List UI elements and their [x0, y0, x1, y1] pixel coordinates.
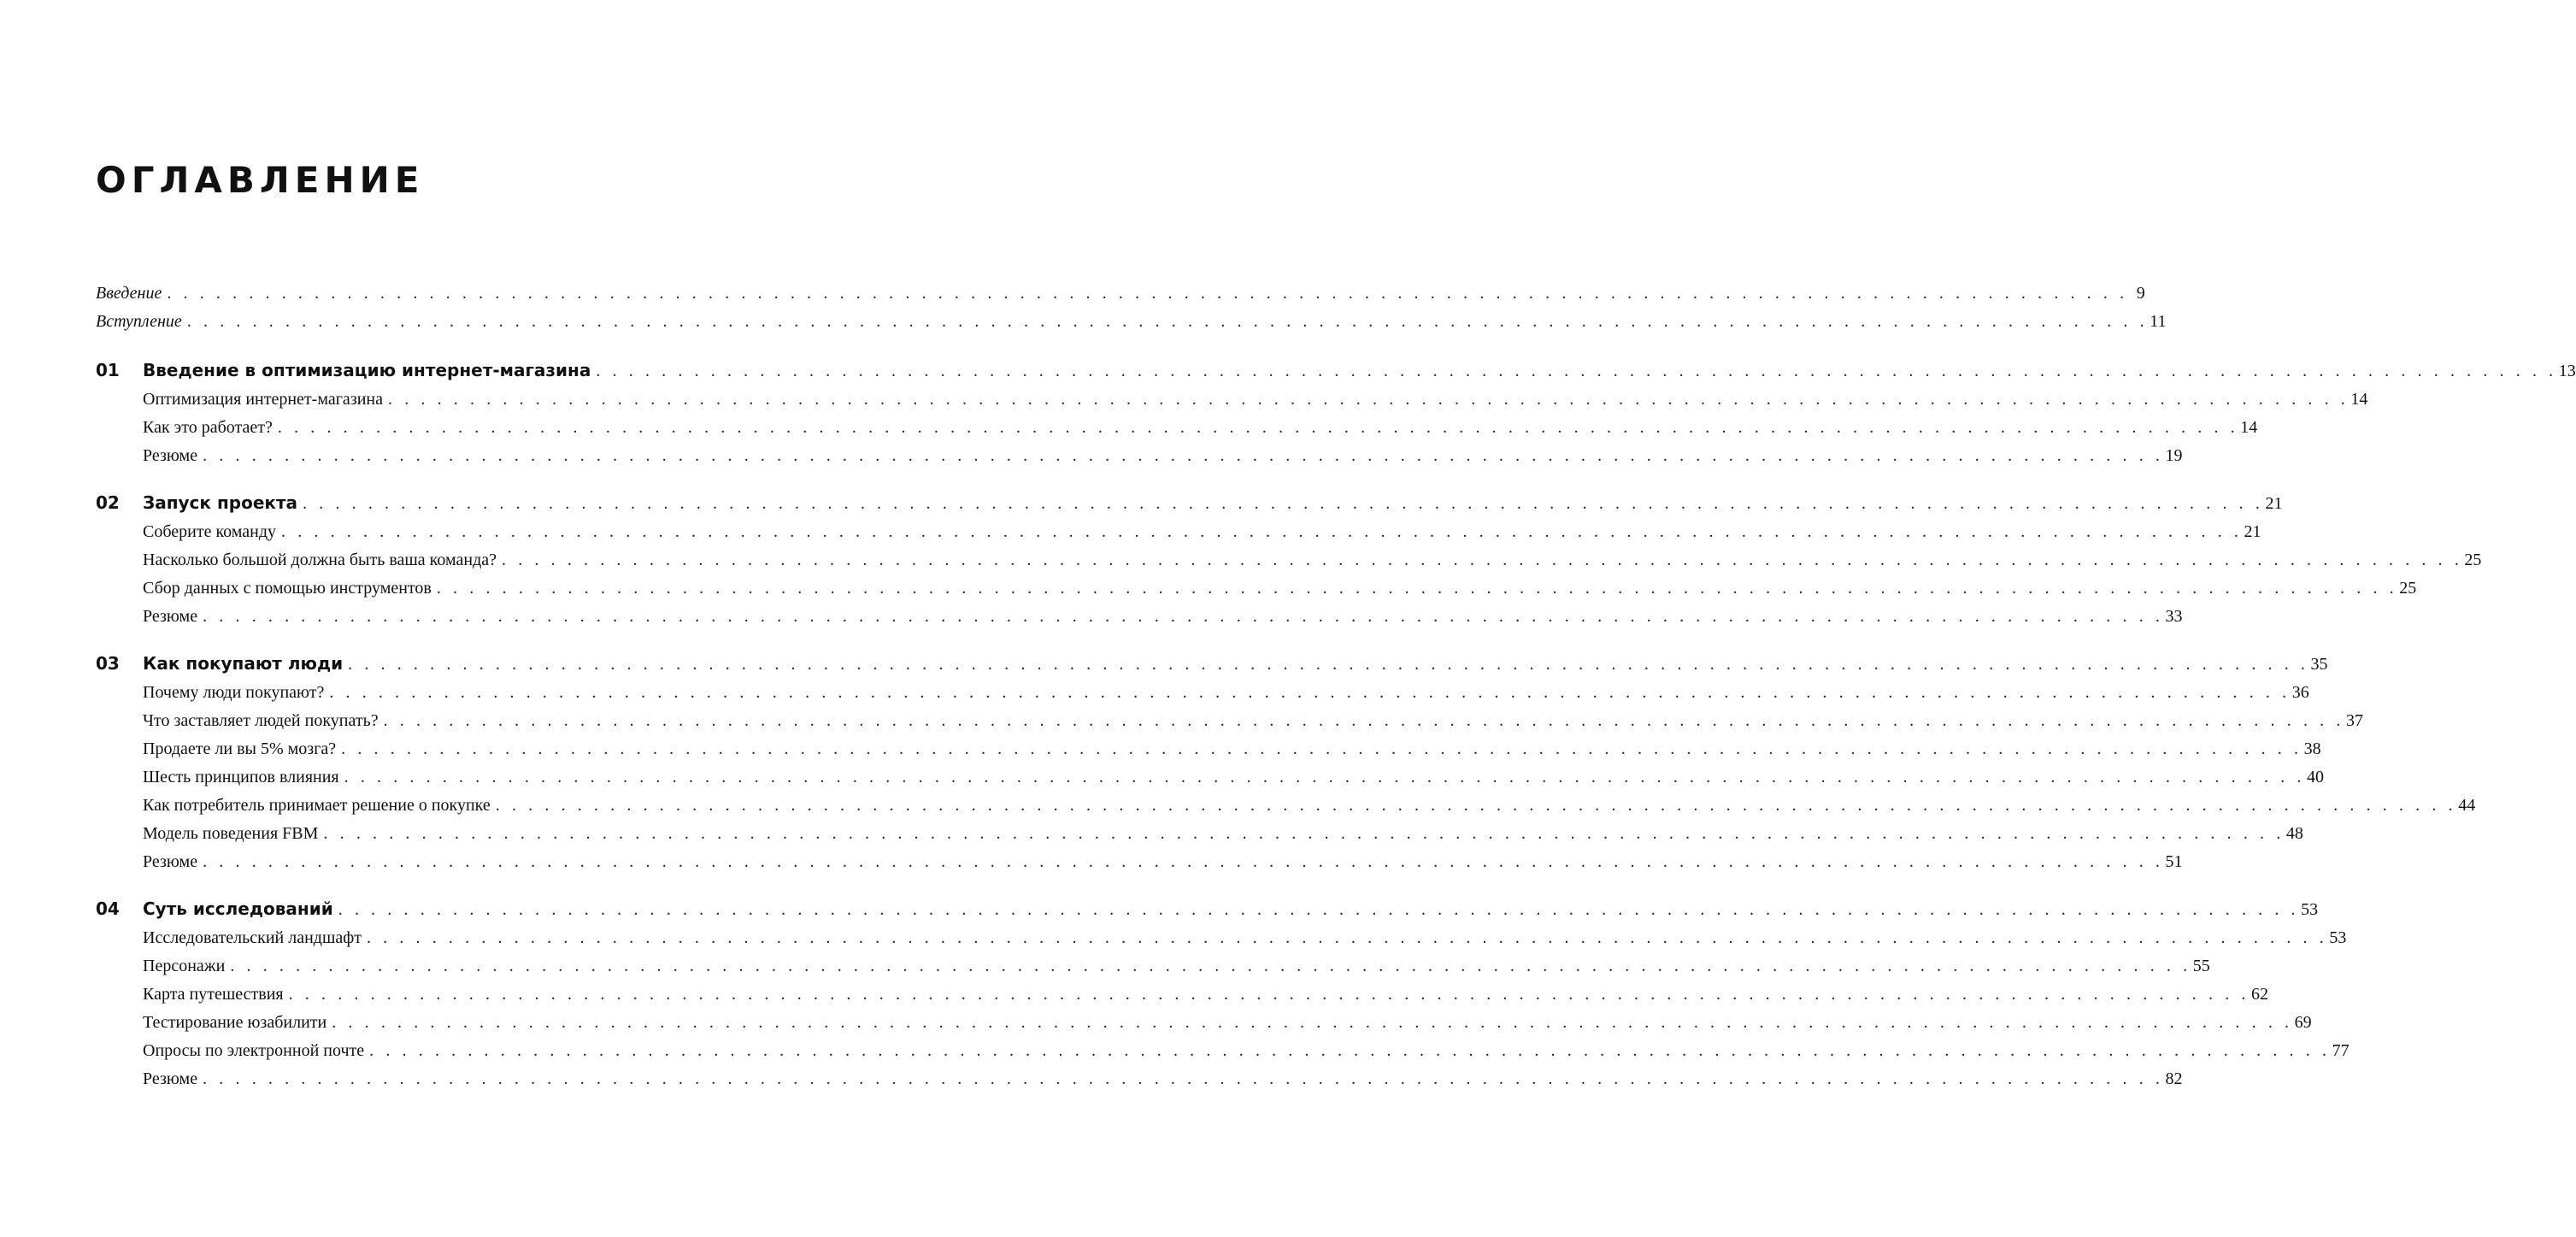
page-number: 11	[2150, 312, 2167, 331]
front-title: Вступление	[96, 312, 182, 331]
dot-leader: . . . . . . . . . . . . . . . . . . . . . . . . . . . . . . . . . . . . . . . . . . . . . . . . . . . . . . . . . . . . . . . . . . . . . . . . . . . . . . . . . . . . . . . . . . . . . . . . . . . . . . . . . . . . . . . . . . . . . . . .	[203, 446, 2164, 465]
page-number: 25	[2399, 579, 2417, 598]
chapter-number: 02	[96, 492, 120, 513]
dot-leader: . . . . . . . . . . . . . . . . . . . . . . . . . . . . . . . . . . . . . . . . . . . . . . . . . . . . . . . . . . . . . . . . . . . . . . . . . . . . . . . . . . . . . . . . . . . . . . . . . . . . . . . . . . . . . . . . . . . . . . . .	[203, 1069, 2164, 1088]
dot-leader: . . . . . . . . . . . . . . . . . . . . . . . . . . . . . . . . . . . . . . . . . . . . . . . . . . . . . . . . . . . . . . . . . . . . . . . . . . . . . . . . . . . . . . . . . . . . . . . . . . . . . . . . . . . . . . . . . . . . . . . .	[341, 739, 2303, 758]
section-entry	[143, 822, 2303, 845]
dot-leader: . . . . . . . . . . . . . . . . . . . . . . . . . . . . . . . . . . . . . . . . . . . . . . . . . . . . . . . . . . . . . . . . . . . . . . . . . . . . . . . . . . . . . . . . . . . . . . . . . . . . . . . . . . . . . . . . . . . . . . . .	[436, 579, 2398, 598]
chapter-title: Как покупают люди	[143, 653, 344, 674]
section-entry	[143, 604, 2183, 628]
dot-leader: . . . . . . . . . . . . . . . . . . . . . . . . . . . . . . . . . . . . . . . . . . . . . . . . . . . . . . . . . . . . . . . . . . . . . . . . . . . . . . . . . . . . . . . . . . . . . . . . . . . . . . . . . . . . . . . . . . . . . . . .	[186, 312, 2149, 331]
section-entry	[143, 1039, 2350, 1063]
section-title: Резюме	[143, 852, 198, 871]
dot-leader: . . . . . . . . . . . . . . . . . . . . . . . . . . . . . . . . . . . . . . . . . . . . . . . . . . . . . . . . . . . . . . . . . . . . . . . . . . . . . . . . . . . . . . . . . . . . . . . . . . . . . . . . . . . . . . . . . . . . . . . .	[348, 655, 2309, 674]
section-entry	[143, 765, 2325, 789]
section-title: Персонажи	[143, 957, 226, 975]
section-entry	[143, 793, 2476, 817]
page-number: 82	[2165, 1069, 2183, 1088]
chapter-number: 04	[96, 898, 120, 919]
page-number: 62	[2251, 985, 2269, 1004]
chapter-number: 01	[96, 360, 120, 380]
dot-leader: . . . . . . . . . . . . . . . . . . . . . . . . . . . . . . . . . . . . . . . . . . . . . . . . . . . . . . . . . . . . . . . . . . . . . . . . . . . . . . . . . . . . . . . . . . . . . . . . . . . . . . . . . . . . . . . . . . . . . . . .	[281, 522, 2243, 541]
section-entry	[143, 850, 2183, 874]
section-title: Оптимизация интернет-магазина	[143, 390, 383, 409]
page-number: 14	[2240, 418, 2258, 437]
page-number: 19	[2165, 446, 2183, 465]
page-number: 9	[2136, 284, 2145, 303]
chapter-title: Суть исследований	[143, 898, 333, 919]
dot-leader: . . . . . . . . . . . . . . . . . . . . . . . . . . . . . . . . . . . . . . . . . . . . . . . . . . . . . . . . . . . . . . . . . . . . . . . . . . . . . . . . . . . . . . . . . . . . . . . . . . . . . . . . . . . . . . . . . . . . . . . .	[369, 1041, 2331, 1060]
section-entry	[143, 415, 2258, 439]
dot-leader: . . . . . . . . . . . . . . . . . . . . . . . . . . . . . . . . . . . . . . . . . . . . . . . . . . . . . . . . . . . . . . . . . . . . . . . . . . . . . . . . . . . . . . . . . . . . . . . . . . . . . . . . . . . . . . . . . . . . . . . .	[344, 768, 2306, 786]
section-title: Карта путешествия	[143, 985, 284, 1004]
dot-leader: . . . . . . . . . . . . . . . . . . . . . . . . . . . . . . . . . . . . . . . . . . . . . . . . . . . . . . . . . . . . . . . . . . . . . . . . . . . . . . . . . . . . . . . . . . . . . . . . . . . . . . . . . . . . . . . . . . . . . . . .	[167, 284, 2128, 303]
page-number: 35	[2310, 655, 2328, 674]
page-number: 14	[2350, 390, 2368, 409]
dot-leader: . . . . . . . . . . . . . . . . . . . . . . . . . . . . . . . . . . . . . . . . . . . . . . . . . . . . . . . . . . . . . . . . . . . . . . . . . . . . . . . . . . . . . . . . . . . . . . . . . . . . . . . . . . . . . . . . . . . . . . . .	[288, 985, 2250, 1004]
page-number: 33	[2165, 607, 2183, 626]
section-title: Как потребитель принимает решение о покупке	[143, 796, 491, 815]
section-entry	[143, 520, 2261, 544]
section-title: Резюме	[143, 446, 198, 465]
section-entry	[143, 680, 2309, 704]
dot-leader: . . . . . . . . . . . . . . . . . . . . . . . . . . . . . . . . . . . . . . . . . . . . . . . . . . . . . . . . . . . . . . . . . . . . . . . . . . . . . . . . . . . . . . . . . . . . . . . . . . . . . . . . . . . . . . . . . . . . . . . .	[303, 494, 2264, 513]
page-number: 53	[2329, 928, 2347, 947]
dot-leader: . . . . . . . . . . . . . . . . . . . . . . . . . . . . . . . . . . . . . . . . . . . . . . . . . . . . . . . . . . . . . . . . . . . . . . . . . . . . . . . . . . . . . . . . . . . . . . . . . . . . . . . . . . . . . . . . . . . . . . . .	[332, 1013, 2293, 1032]
front-title: Введение	[96, 284, 162, 303]
dot-leader: . . . . . . . . . . . . . . . . . . . . . . . . . . . . . . . . . . . . . . . . . . . . . . . . . . . . . . . . . . . . . . . . . . . . . . . . . . . . . . . . . . . . . . . . . . . . . . . . . . . . . . . . . . . . . . . . . . . . . . . .	[596, 362, 2557, 380]
dot-leader: . . . . . . . . . . . . . . . . . . . . . . . . . . . . . . . . . . . . . . . . . . . . . . . . . . . . . . . . . . . . . . . . . . . . . . . . . . . . . . . . . . . . . . . . . . . . . . . . . . . . . . . . . . . . . . . . . . . . . . . .	[329, 683, 2291, 702]
section-entry	[143, 709, 2363, 733]
section-title: Модель поведения FBM	[143, 824, 319, 843]
page-number: 55	[2192, 957, 2210, 975]
section-title: Исследовательский ландшафт	[143, 928, 362, 947]
chapter-title: Введение в оптимизацию интернет-магазина	[143, 360, 591, 380]
section-title: Шесть принципов влияния	[143, 768, 339, 786]
dot-leader: . . . . . . . . . . . . . . . . . . . . . . . . . . . . . . . . . . . . . . . . . . . . . . . . . . . . . . . . . . . . . . . . . . . . . . . . . . . . . . . . . . . . . . . . . . . . . . . . . . . . . . . . . . . . . . . . . . . . . . . .	[383, 711, 2344, 730]
page-number: 77	[2332, 1041, 2350, 1060]
chapter-entry	[96, 651, 2328, 677]
chapter-title: Запуск проекта	[143, 492, 298, 513]
page-number: 38	[2303, 739, 2321, 758]
section-entry	[143, 954, 2210, 978]
section-title: Соберите команду	[143, 522, 277, 541]
section-title: Тестирование юзабилити	[143, 1013, 327, 1032]
dot-leader: . . . . . . . . . . . . . . . . . . . . . . . . . . . . . . . . . . . . . . . . . . . . . . . . . . . . . . . . . . . . . . . . . . . . . . . . . . . . . . . . . . . . . . . . . . . . . . . . . . . . . . . . . . . . . . . . . . . . . . . .	[338, 900, 2300, 919]
page-number: 69	[2294, 1013, 2312, 1032]
page-title: ОГЛАВЛЕНИЕ	[96, 159, 425, 201]
section-entry	[143, 387, 2368, 411]
chapter-entry	[96, 357, 2576, 384]
section-title: Сбор данных с помощью инструментов	[143, 579, 432, 598]
page-number: 51	[2165, 852, 2183, 871]
section-entry	[143, 926, 2347, 950]
section-entry	[143, 576, 2417, 600]
section-title: Опросы по электронной почте	[143, 1041, 365, 1060]
dot-leader: . . . . . . . . . . . . . . . . . . . . . . . . . . . . . . . . . . . . . . . . . . . . . . . . . . . . . . . . . . . . . . . . . . . . . . . . . . . . . . . . . . . . . . . . . . . . . . . . . . . . . . . . . . . . . . . . . . . . . . . .	[388, 390, 2350, 409]
section-entry	[143, 548, 2482, 572]
front-entry	[96, 281, 2145, 305]
section-entry	[143, 1010, 2312, 1034]
page-number: 40	[2307, 768, 2325, 786]
section-title: Почему люди покупают?	[143, 683, 325, 702]
dot-leader: . . . . . . . . . . . . . . . . . . . . . . . . . . . . . . . . . . . . . . . . . . . . . . . . . . . . . . . . . . . . . . . . . . . . . . . . . . . . . . . . . . . . . . . . . . . . . . . . . . . . . . . . . . . . . . . . . . . . . . . .	[502, 551, 2463, 569]
page-number: 13	[2558, 362, 2576, 380]
section-title: Как это работает?	[143, 418, 273, 437]
chapter-number: 03	[96, 653, 120, 674]
dot-leader: . . . . . . . . . . . . . . . . . . . . . . . . . . . . . . . . . . . . . . . . . . . . . . . . . . . . . . . . . . . . . . . . . . . . . . . . . . . . . . . . . . . . . . . . . . . . . . . . . . . . . . . . . . . . . . . . . . . . . . . .	[277, 418, 2239, 437]
dot-leader: . . . . . . . . . . . . . . . . . . . . . . . . . . . . . . . . . . . . . . . . . . . . . . . . . . . . . . . . . . . . . . . . . . . . . . . . . . . . . . . . . . . . . . . . . . . . . . . . . . . . . . . . . . . . . . . . . . . . . . . .	[230, 957, 2191, 975]
section-entry	[143, 737, 2321, 761]
page-number: 21	[2244, 522, 2261, 541]
dot-leader: . . . . . . . . . . . . . . . . . . . . . . . . . . . . . . . . . . . . . . . . . . . . . . . . . . . . . . . . . . . . . . . . . . . . . . . . . . . . . . . . . . . . . . . . . . . . . . . . . . . . . . . . . . . . . . . . . . . . . . . .	[323, 824, 2285, 843]
section-title: Что заставляет людей покупать?	[143, 711, 379, 730]
chapter-entry	[96, 490, 2283, 516]
section-title: Резюме	[143, 607, 198, 626]
section-title: Продаете ли вы 5% мозга?	[143, 739, 337, 758]
dot-leader: . . . . . . . . . . . . . . . . . . . . . . . . . . . . . . . . . . . . . . . . . . . . . . . . . . . . . . . . . . . . . . . . . . . . . . . . . . . . . . . . . . . . . . . . . . . . . . . . . . . . . . . . . . . . . . . . . . . . . . . .	[203, 607, 2164, 626]
section-title: Насколько большой должна быть ваша команда?	[143, 551, 497, 569]
section-title: Резюме	[143, 1069, 198, 1088]
dot-leader: . . . . . . . . . . . . . . . . . . . . . . . . . . . . . . . . . . . . . . . . . . . . . . . . . . . . . . . . . . . . . . . . . . . . . . . . . . . . . . . . . . . . . . . . . . . . . . . . . . . . . . . . . . . . . . . . . . . . . . . .	[366, 928, 2328, 947]
chapter-entry	[96, 896, 2319, 922]
page-number: 37	[2345, 711, 2363, 730]
page-number: 48	[2285, 824, 2303, 843]
page-number: 36	[2291, 683, 2309, 702]
page-number: 25	[2464, 551, 2482, 569]
dot-leader: . . . . . . . . . . . . . . . . . . . . . . . . . . . . . . . . . . . . . . . . . . . . . . . . . . . . . . . . . . . . . . . . . . . . . . . . . . . . . . . . . . . . . . . . . . . . . . . . . . . . . . . . . . . . . . . . . . . . . . . .	[495, 796, 2457, 815]
section-entry	[143, 982, 2269, 1006]
section-entry	[143, 1067, 2183, 1091]
section-entry	[143, 444, 2183, 468]
page-number: 53	[2301, 900, 2319, 919]
dot-leader: . . . . . . . . . . . . . . . . . . . . . . . . . . . . . . . . . . . . . . . . . . . . . . . . . . . . . . . . . . . . . . . . . . . . . . . . . . . . . . . . . . . . . . . . . . . . . . . . . . . . . . . . . . . . . . . . . . . . . . . .	[203, 852, 2164, 871]
page-number: 44	[2458, 796, 2476, 815]
page-number: 21	[2265, 494, 2283, 513]
front-entry	[96, 309, 2167, 333]
